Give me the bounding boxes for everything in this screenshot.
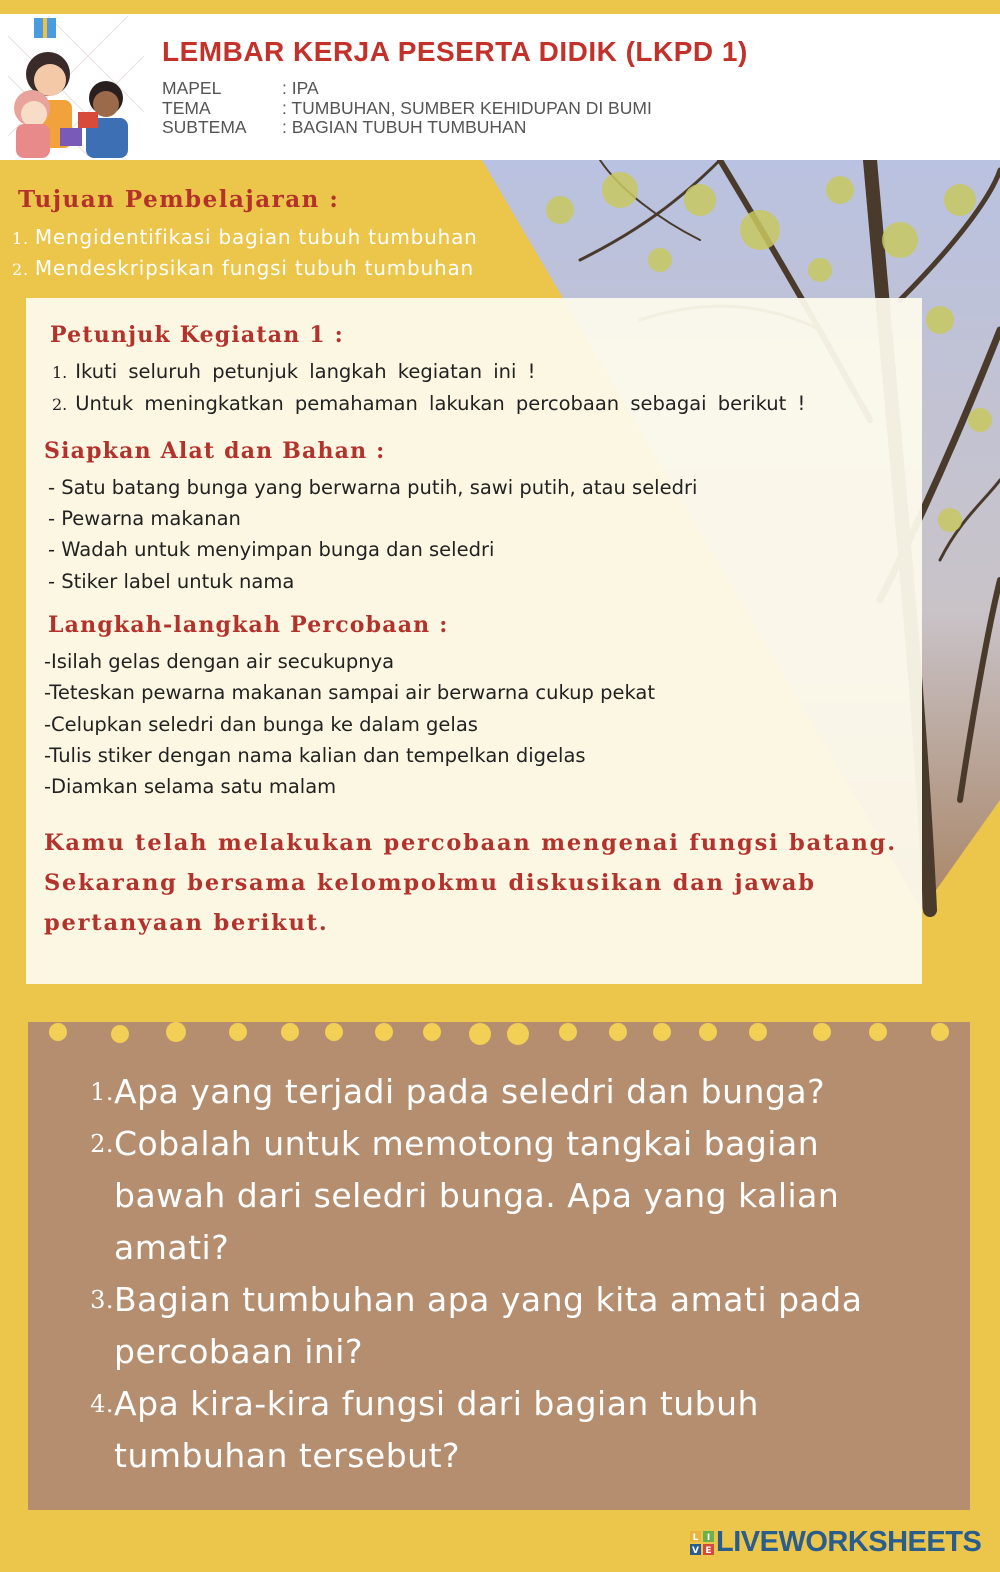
- closing-line: Sekarang bersama kelompokmu diskusikan dan jawab: [44, 870, 816, 896]
- material-item: - Stiker label untuk nama: [48, 570, 295, 593]
- logo-icon-letter: L: [692, 1533, 699, 1543]
- meta-theme: TEMA : TUMBUHAN, SUMBER KEHIDUPAN DI BUMI: [162, 98, 652, 118]
- objective-item: 2. Mendeskripsikan fungsi tubuh tumbuhan: [12, 256, 475, 280]
- questions-notepad: [28, 1012, 970, 1510]
- logo-text: LIVEWORKSHEETS: [716, 1526, 982, 1558]
- worksheet-title: LEMBAR KERJA PESERTA DIDIK (LKPD 1): [162, 36, 748, 67]
- material-item: - Wadah untuk menyimpan bunga dan seledri: [48, 538, 495, 561]
- instruction-item: 2. Untuk meningkatkan pemahaman lakukan percobaan sebagai berikut !: [52, 392, 806, 415]
- step-item: -Celupkan seledri dan bunga ke dalam gelas: [44, 713, 478, 736]
- step-item: -Diamkan selama satu malam: [44, 775, 337, 798]
- closing-line: Kamu telah melakukan percobaan mengenai fungsi batang.: [44, 830, 897, 856]
- material-item: - Satu batang bunga yang berwarna putih, sawi putih, atau seledri: [48, 476, 698, 499]
- step-item: -Isilah gelas dengan air secukupnya: [44, 650, 395, 673]
- question-item: 3. Bagian tumbuhan apa yang kita amati pada percobaan ini?: [90, 1280, 863, 1371]
- objectives-heading: Tujuan Pembelajaran :: [18, 186, 340, 213]
- children-illustration-icon: [8, 16, 144, 158]
- steps-heading: Langkah-langkah Percobaan :: [48, 612, 449, 638]
- meta-subtheme: SUBTEMA : BAGIAN TUBUH TUMBUHAN: [162, 117, 527, 137]
- instructions-heading: Petunjuk Kegiatan 1 :: [50, 322, 344, 348]
- question-item: 2. Cobalah untuk memotong tangkai bagian bawah dari seledri bunga. Apa yang kalian amati?: [90, 1124, 840, 1267]
- instruction-item: 1. Ikuti seluruh petunjuk langkah kegiatan ini !: [52, 360, 536, 383]
- logo-icon-letter: V: [692, 1546, 699, 1555]
- activity-card: [26, 298, 922, 984]
- question-item: 1. Apa yang terjadi pada seledri dan bunga?: [90, 1072, 826, 1111]
- question-item: 4. Apa kira-kira fungsi dari bagian tubuh tumbuhan tersebut?: [90, 1384, 759, 1475]
- logo-icon-letter: E: [705, 1546, 712, 1555]
- logo-icon-letter: I: [706, 1533, 711, 1543]
- notepad-binding-holes: [28, 1012, 970, 1052]
- material-item: - Pewarna makanan: [48, 507, 241, 530]
- liveworksheets-logo-icon: [690, 1531, 714, 1555]
- step-item: -Teteskan pewarna makanan sampai air berwarna cukup pekat: [44, 681, 655, 704]
- meta-subject: MAPEL : IPA: [162, 78, 319, 98]
- materials-heading: Siapkan Alat dan Bahan :: [44, 438, 386, 464]
- step-item: -Tulis stiker dengan nama kalian dan tempelkan digelas: [44, 744, 586, 767]
- header-band: [0, 14, 1000, 160]
- closing-line: pertanyaan berikut.: [44, 910, 329, 936]
- objective-item: 1. Mengidentifikasi bagian tubuh tumbuhan: [12, 225, 478, 249]
